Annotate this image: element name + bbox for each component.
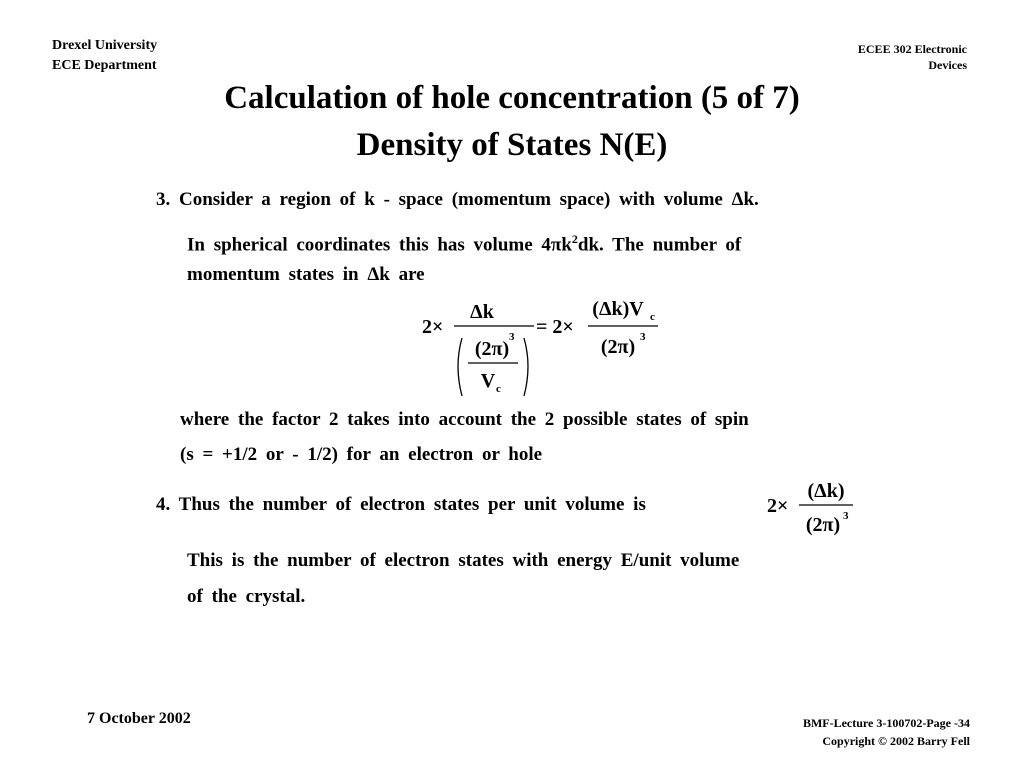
equation-states-per-volume [765, 476, 865, 546]
item3-line2-end: dk. The number of [577, 234, 742, 256]
spin-note-line1: where the factor 2 takes into account the 2 possible states of spin [180, 409, 749, 430]
eq1-rhs-numerator: (Δk)V [592, 298, 644, 320]
footer-page: BMF-Lecture 3-100702-Page -34 [802, 716, 970, 730]
footer-right [803, 714, 970, 750]
footer-date: 7 October 2002 [87, 710, 191, 727]
eq1-lhs-den-sub: c [496, 383, 501, 395]
item4-line2: This is the number of electron states with energy E/unit volume [187, 550, 740, 571]
university-name: Drexel University [52, 38, 158, 53]
item3-exponent: 2 [571, 232, 578, 246]
eq1-lhs-right-paren [524, 338, 528, 396]
item3-line2-text: In spherical coordinates this has volume 4πk [187, 234, 572, 256]
department-name: ECE Department [52, 58, 157, 73]
slide-title: Calculation of hole concentration (5 of 7) [224, 80, 800, 116]
eq1-lhs-left-paren [458, 338, 462, 396]
eq1-lhs-den-bottom: V [480, 370, 496, 392]
eq2-numerator: (Δk) [807, 480, 845, 502]
course-name: ECEE 302 Electronic [857, 42, 967, 56]
eq1-lhs-factor: 2× [422, 316, 444, 338]
eq1-lhs-numerator: Δk [470, 301, 494, 323]
spin-note-line2: (s = +1/2 or - 1/2) for an electron or hole [180, 444, 543, 465]
eq2-den-exp: 3 [843, 510, 849, 522]
header-left [52, 36, 157, 76]
eq1-rhs-denominator: (2π) [600, 336, 636, 358]
eq1-lhs-den-exp: 3 [509, 331, 515, 343]
header-right [858, 41, 967, 73]
course-name-cont: Devices [928, 58, 967, 72]
item3-line2 [187, 227, 741, 257]
slide-subtitle: Density of States N(E) [356, 127, 668, 163]
eq1-rhs-den-exp: 3 [640, 331, 646, 343]
eq1-rhs-num-sub: c [650, 311, 655, 323]
eq2-factor: 2× [767, 495, 789, 517]
item3-line1: 3. Consider a region of k - space (momentum space) with volume Δk. [156, 189, 759, 210]
footer-copyright: Copyright © 2002 Barry Fell [822, 734, 970, 748]
item3-line3: momentum states in Δk are [187, 264, 425, 285]
equation-states-in-dk [410, 288, 710, 408]
item4-line1: 4. Thus the number of electron states per unit volume is [156, 494, 646, 515]
eq1-equals: = 2× [536, 316, 574, 338]
eq2-denominator: (2π) [805, 514, 841, 536]
item4-line3: of the crystal. [187, 586, 306, 607]
eq1-lhs-den-top: (2π) [474, 338, 510, 360]
